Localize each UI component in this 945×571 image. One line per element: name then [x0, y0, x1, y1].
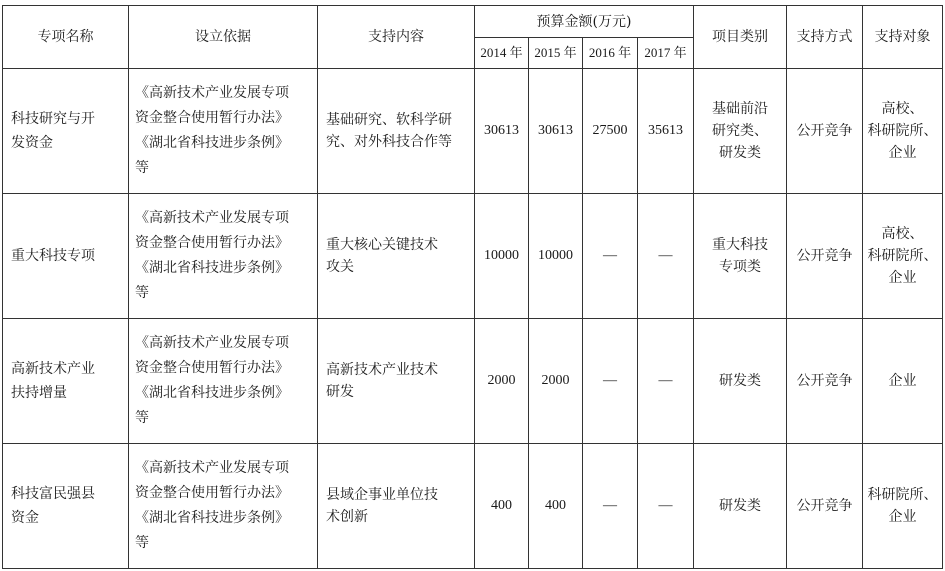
cell-target-line: 企业	[888, 509, 917, 525]
cell-target-line: 高校、	[881, 101, 924, 117]
cell-amount: —	[638, 444, 694, 569]
cell-category-line: 研究类、	[712, 123, 768, 139]
cell-amount: 35613	[638, 69, 694, 194]
cell-name-line: 高新技术产业	[11, 361, 95, 377]
cell-amount: 30613	[475, 69, 529, 194]
cell-basis-line: 等	[135, 535, 149, 551]
table-row	[3, 444, 943, 569]
cell-category-line: 研发类	[719, 145, 761, 161]
cell-target-line: 科研院所、	[867, 487, 938, 503]
cell-name-line: 科技富民强县	[11, 486, 95, 502]
cell-basis	[129, 319, 318, 444]
cell-content-line: 术创新	[326, 509, 368, 525]
cell-basis-line: 资金整合使用暂行办法》	[135, 110, 289, 126]
cell-name	[3, 69, 129, 194]
cell-method: 公开竞争	[787, 194, 863, 319]
cell-name-line: 科技研究与开	[11, 111, 95, 127]
table-row	[3, 69, 943, 194]
cell-content-line: 研发	[326, 384, 354, 400]
cell-content-line: 攻关	[326, 259, 354, 275]
cell-name-line: 发资金	[11, 135, 53, 151]
cell-content	[318, 69, 475, 194]
cell-target-line: 高校、	[881, 226, 924, 242]
header-year-2017: 2017 年	[638, 38, 694, 69]
cell-amount: 30613	[529, 69, 583, 194]
cell-content	[318, 194, 475, 319]
header-basis: 设立依据	[129, 6, 318, 69]
cell-category	[694, 194, 787, 319]
cell-name-line: 资金	[11, 510, 39, 526]
cell-target-line: 企业	[888, 270, 917, 286]
cell-content-line: 高新技术产业技术	[326, 362, 438, 378]
cell-method: 公开竞争	[787, 319, 863, 444]
header-row	[3, 6, 943, 38]
cell-amount: 10000	[529, 194, 583, 319]
cell-target	[863, 444, 943, 569]
cell-amount: 2000	[529, 319, 583, 444]
cell-basis-line: 《高新技术产业发展专项	[135, 460, 289, 476]
header-year-2015: 2015 年	[529, 38, 583, 69]
header-category: 项目类别	[694, 6, 787, 69]
cell-basis-line: 资金整合使用暂行办法》	[135, 235, 289, 251]
header-budget: 预算金额(万元)	[475, 6, 694, 38]
cell-basis	[129, 444, 318, 569]
cell-amount: 10000	[475, 194, 529, 319]
cell-basis-line: 《湖北省科技进步条例》	[135, 385, 289, 401]
cell-method: 公开竞争	[787, 69, 863, 194]
cell-category-line: 重大科技	[712, 237, 768, 253]
cell-basis-line: 《高新技术产业发展专项	[135, 85, 289, 101]
cell-target-line: 科研院所、	[867, 123, 938, 139]
cell-target	[863, 319, 943, 444]
cell-amount: 27500	[583, 69, 638, 194]
header-target: 支持对象	[863, 6, 943, 69]
table-body	[3, 69, 943, 569]
table-row	[3, 194, 943, 319]
funding-table	[2, 5, 943, 569]
header-year-2014: 2014 年	[475, 38, 529, 69]
cell-target	[863, 194, 943, 319]
cell-basis-line: 资金整合使用暂行办法》	[135, 485, 289, 501]
cell-target-line: 企业	[888, 145, 917, 161]
cell-target-line: 企业	[888, 373, 917, 389]
cell-basis-line: 等	[135, 285, 149, 301]
cell-category	[694, 444, 787, 569]
cell-method: 公开竞争	[787, 444, 863, 569]
cell-category-line: 基础前沿	[712, 101, 768, 117]
cell-target-line: 科研院所、	[867, 248, 938, 264]
cell-target	[863, 69, 943, 194]
cell-amount: —	[638, 319, 694, 444]
cell-amount: 2000	[475, 319, 529, 444]
cell-name	[3, 444, 129, 569]
cell-basis-line: 《湖北省科技进步条例》	[135, 260, 289, 276]
cell-content-line: 究、对外科技合作等	[326, 134, 452, 150]
cell-basis-line: 等	[135, 160, 149, 176]
header-name: 专项名称	[3, 6, 129, 69]
cell-name	[3, 194, 129, 319]
cell-basis-line: 资金整合使用暂行办法》	[135, 360, 289, 376]
header-method: 支持方式	[787, 6, 863, 69]
cell-basis-line: 《高新技术产业发展专项	[135, 210, 289, 226]
cell-content-line: 重大核心关键技术	[326, 237, 438, 253]
cell-content-line: 基础研究、软科学研	[326, 112, 452, 128]
cell-category-line: 专项类	[719, 259, 761, 275]
cell-category	[694, 319, 787, 444]
cell-basis	[129, 69, 318, 194]
cell-content-line: 县域企事业单位技	[326, 487, 438, 503]
cell-category-line: 研发类	[719, 373, 761, 389]
cell-amount: —	[583, 444, 638, 569]
table-row	[3, 319, 943, 444]
cell-basis-line: 《湖北省科技进步条例》	[135, 135, 289, 151]
header-year-2016: 2016 年	[583, 38, 638, 69]
cell-amount: 400	[475, 444, 529, 569]
cell-basis-line: 等	[135, 410, 149, 426]
cell-basis	[129, 194, 318, 319]
cell-basis-line: 《高新技术产业发展专项	[135, 335, 289, 351]
cell-amount: —	[583, 319, 638, 444]
cell-name-line: 重大科技专项	[11, 248, 95, 264]
cell-name-line: 扶持增量	[11, 385, 67, 401]
header-content: 支持内容	[318, 6, 475, 69]
cell-basis-line: 《湖北省科技进步条例》	[135, 510, 289, 526]
cell-amount: —	[583, 194, 638, 319]
cell-category-line: 研发类	[719, 498, 761, 514]
cell-amount: —	[638, 194, 694, 319]
cell-content	[318, 319, 475, 444]
cell-amount: 400	[529, 444, 583, 569]
cell-content	[318, 444, 475, 569]
cell-category	[694, 69, 787, 194]
cell-name	[3, 319, 129, 444]
